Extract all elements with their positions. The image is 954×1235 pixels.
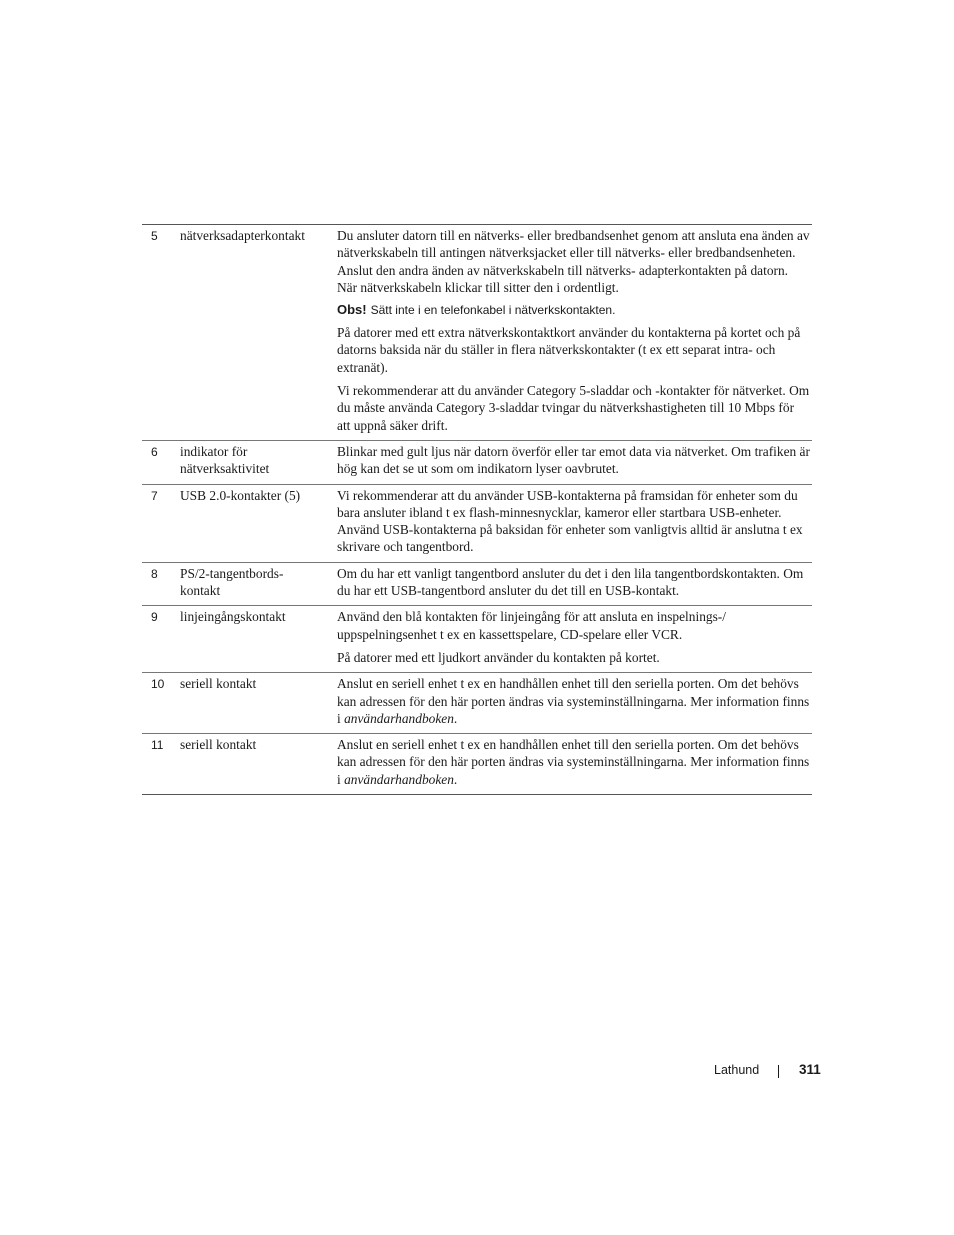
item-number: 7: [151, 488, 158, 503]
description-paragraph: [337, 675, 810, 727]
item-description: [337, 675, 812, 727]
connector-table: [142, 224, 812, 795]
item-description: [337, 565, 812, 600]
table-row: [142, 440, 812, 484]
item-number: 5: [151, 229, 158, 243]
table-row: [142, 225, 812, 440]
table-row: [142, 605, 812, 672]
description-text: Anslut en seriell enhet t ex en handhållen enhet till den seriella porten. Om det behövs kan adressen för den här porten ändras via systeminställningarna. Mer information finns i: [337, 676, 810, 726]
item-description: [337, 487, 812, 556]
note: [337, 302, 810, 318]
item-number: 6: [151, 444, 158, 459]
item-name: seriell kontakt: [180, 676, 257, 692]
description-paragraph: Vi rekommenderar att du använder Category 5-sladdar och -kontakter för nätverket. Om du måste använda Category 3-sladdar tvingar du nätverkshastigheten till 10 Mbps för att uppnå säker drift.: [337, 383, 810, 433]
description-text: Anslut en seriell enhet t ex en handhållen enhet till den seriella porten. Om det behövs kan adressen för den här porten ändras via systeminställningarna. Mer information finns i: [337, 737, 810, 787]
item-number: 11: [151, 738, 164, 753]
footer-section-label: Lathund: [714, 1063, 760, 1077]
item-description: [337, 608, 812, 666]
footer-divider: [778, 1065, 779, 1078]
table-row: [142, 562, 812, 606]
description-paragraph: Blinkar med gult ljus när datorn överför eller tar emot data via nätverket. Om trafiken är hög kan det se ut som om indikatorn lyser oavbrutet.: [337, 443, 810, 477]
item-description: [337, 227, 812, 434]
description-paragraph: På datorer med ett extra nätverkskontaktkort använder du kontakterna på kortet och på datorns baksida när du ställer in flera nätverkskontakter (t ex ett separat intra- och extranät).: [337, 325, 801, 375]
item-description: [337, 736, 812, 788]
item-name: linjeingångskontakt: [180, 609, 286, 625]
description-text: .: [453, 710, 458, 726]
description-paragraph: Om du har ett vanligt tangentbord ansluter du det i den lila tangentbordskontakten. Om du har ett USB-tangentbord ansluter du det till en USB-kontakt.: [337, 565, 804, 599]
description-paragraph: Du ansluter datorn till en nätverks- eller bredbandsenhet genom att ansluta ena änden av nätverkskabeln till antingen nätverksjacket eller till nätverks- eller bredbandsenheten. Anslut den andra änden av nätverkskabeln till nätverks- adapterkontakten på datorn. När nätverkskabeln klickar till sitter den i ordentligt.: [337, 228, 810, 295]
item-name: [180, 565, 337, 600]
item-name: seriell kontakt: [180, 737, 257, 753]
page-number: 311: [799, 1062, 821, 1077]
item-name-line: kontakt: [180, 583, 221, 599]
description-text: .: [453, 771, 458, 787]
item-number: 10: [151, 677, 165, 692]
item-number: 8: [151, 566, 158, 581]
table-row: [142, 484, 812, 562]
page-footer: [700, 1062, 820, 1080]
manual-reference: användarhandboken: [344, 710, 454, 726]
description-paragraph: Vi rekommenderar att du använder USB-kontakterna på framsidan för enheter som du bara ansluter ibland t ex flash-minnesnycklar, kameror eller startbara USB-enheter. Använd USB-kontakterna på baksidan för enheter som vanligtvis alltid är anslutna t ex skrivare och tangentbord.: [337, 487, 803, 555]
item-name: USB 2.0-kontakter (5): [180, 487, 301, 503]
item-description: [337, 443, 812, 478]
item-name-line: PS/2-tangentbords-: [180, 565, 284, 581]
note-label: Obs!: [337, 302, 367, 318]
item-name: [180, 443, 337, 478]
description-paragraph: Använd den blå kontakten för linjeingång för att ansluta en inspelnings-/ uppspelningsenhet t ex en kassettspelare, CD-spelare eller VCR.: [337, 609, 726, 642]
table-row: [142, 672, 812, 733]
item-name-line: nätverksaktivitet: [180, 461, 270, 477]
description-paragraph: På datorer med ett ljudkort använder du kontakten på kortet.: [337, 649, 660, 665]
item-number: 9: [151, 610, 158, 625]
manual-reference: användarhandboken: [344, 771, 454, 787]
description-paragraph: [337, 736, 810, 788]
table-row: [142, 733, 812, 794]
item-name: nätverksadapterkontakt: [180, 228, 305, 243]
item-name-line: indikator för: [180, 443, 248, 459]
note-text: Sätt inte i en telefonkabel i nätverkskontakten.: [370, 303, 616, 318]
